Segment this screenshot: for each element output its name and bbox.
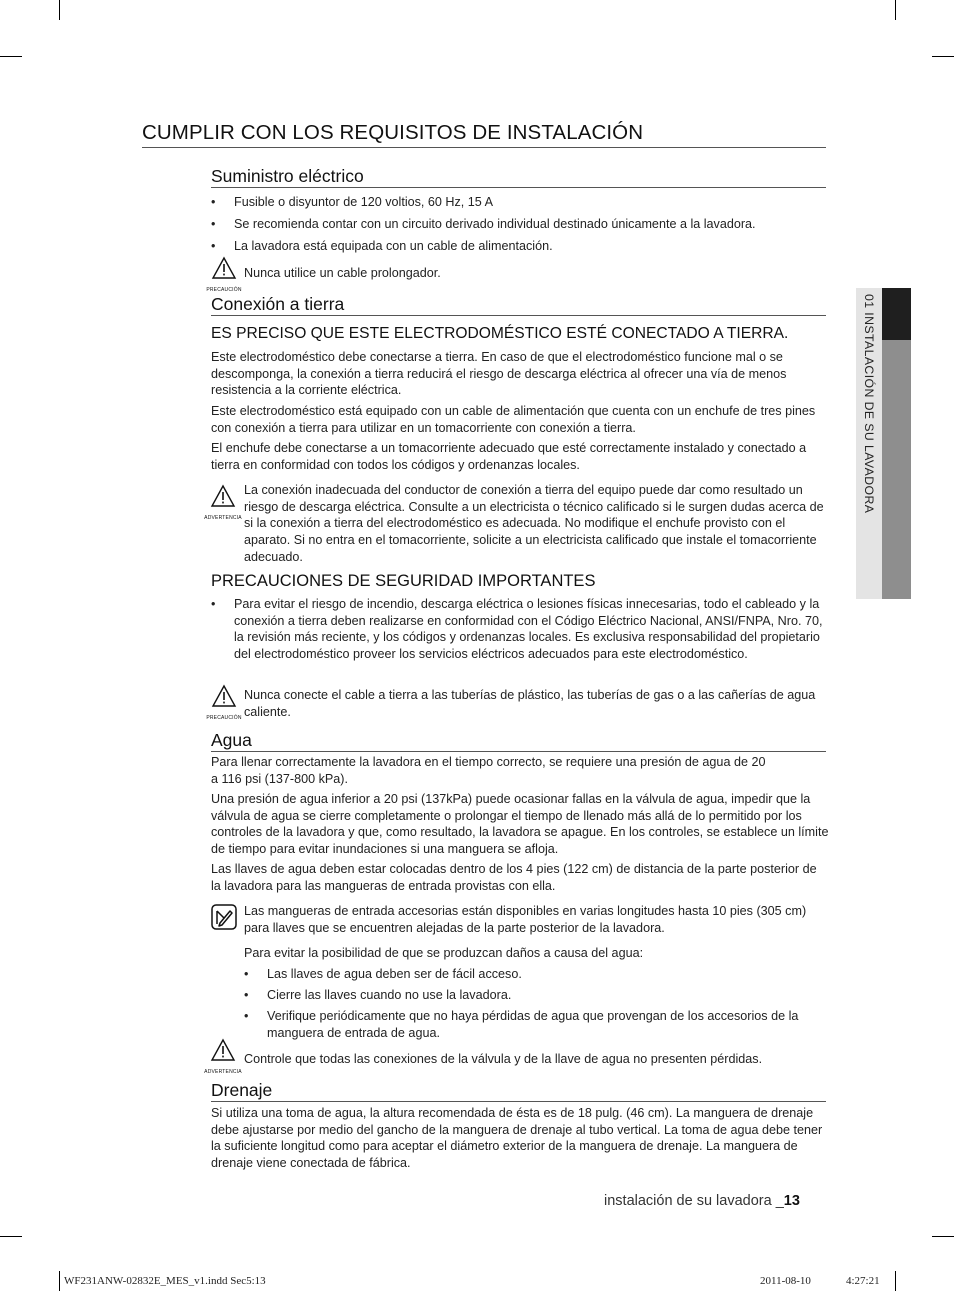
paragraph: Este electrodoméstico está equipado con un cable de alimentación que cuenta con un enchufe de tres pines con conexión a tierra para utilizar en un tomacorriente con conexión a tierra. (211, 404, 816, 435)
bullet-glyph: • (244, 988, 249, 1002)
subheading-tierra: ES PRECISO QUE ESTE ELECTRODOMÉSTICO ESTÉ CONECTADO A TIERRA. (211, 325, 789, 342)
bullet-glyph: • (244, 1009, 249, 1023)
bullet-glyph: • (211, 217, 216, 231)
list-item (211, 238, 834, 255)
bullet-glyph: • (211, 597, 216, 611)
section-heading-suministro: Suministro eléctrico (211, 165, 826, 188)
crop-mark (895, 0, 896, 20)
caution-icon (205, 684, 243, 721)
warning-triangle-icon (204, 1038, 242, 1064)
list-item-text: Verifique periódicamente que no haya pérdidas de agua que provengan de los accesorios de la manguera de entrada de agua. (267, 1009, 799, 1040)
page-footer (604, 1193, 800, 1209)
list-item (211, 596, 824, 663)
warning-label: ADVERTENCIA (204, 1069, 242, 1075)
caution-icon (205, 256, 243, 293)
list-item (244, 987, 827, 1004)
side-tab-label: 01 INSTALACIÓN DE SU LAVADORA (862, 294, 876, 514)
warning-label: ADVERTENCIA (204, 515, 242, 521)
paragraph: Si utiliza una toma de agua, la altura recomendada de ésta es de 18 pulg. (46 cm). La manguera de drenaje debe ajustarse por medio del gancho de la manguera de drenaje al tubo vertical. La toma de agua debe tener la suficiente longitud como para aceptar el diámetro exterior de la manguera de drenaje. La manguera de drenaje viene conectada de fábrica. (211, 1106, 823, 1171)
crop-mark (59, 1271, 60, 1291)
caution-label: PRECAUCIÓN (206, 287, 242, 293)
list-item (244, 1008, 827, 1041)
warning-text: La conexión inadecuada del conductor de conexión a tierra del equipo puede dar como resultado un riesgo de descarga eléctrica. Consulte a un electricista o técnico calificado si le surgen dudas acerca de si la conexión a tierra del electrodoméstico es adecuada. No modifique el enchufe provisto con el aparato. Si no entra en el tomacorriente, solicite a un electricista calificado que instale el tomacorriente adecuado. (244, 483, 824, 564)
warning-icon (204, 484, 242, 521)
warning-text: Controle que todas las conexiones de la válvula y de la llave de agua no presenten pérdidas. (244, 1052, 763, 1066)
list-item-text: Para evitar el riesgo de incendio, descarga eléctrica o lesiones físicas innecesarias, todo el cableado y la conexión a tierra deben realizarse en conformidad con el Código Eléctrico Nacional, ANSI/FNPA, Nro. 70, la revisión más reciente, y los códigos y ordenanzas locales. Es exclusiva responsabilidad del propietario del electrodoméstico proveer los servicios eléctricos adecuados para este electrodoméstico. (234, 597, 823, 662)
bullet-glyph: • (244, 967, 249, 981)
list-item (211, 194, 834, 211)
caution-text: Nunca utilice un cable prolongador. (244, 266, 441, 280)
note-text: Para evitar la posibilidad de que se produzcan daños a causa del agua: (244, 946, 644, 960)
crop-mark (932, 56, 954, 57)
page-title: CUMPLIR CON LOS REQUISITOS DE INSTALACIÓN (142, 120, 826, 148)
list-item-text: Cierre las llaves cuando no use la lavadora. (267, 988, 512, 1002)
paragraph: El enchufe debe conectarse a un tomacorriente adecuado que esté correctamente instalado y conectado a tierra en conformidad con todos los códigos y ordenanzas locales. (211, 441, 807, 472)
print-date: 2011-08-10 (760, 1275, 811, 1287)
paragraph: Para llenar correctamente la lavadora en el tiempo correcto, se requiere una presión de agua de 20 a 116 psi (137-800 kPa). (211, 755, 766, 786)
side-tab-marker (882, 288, 911, 340)
note-pencil-icon (211, 904, 237, 930)
section-heading-tierra: Conexión a tierra (211, 293, 826, 316)
list-item-text: Las llaves de agua deben ser de fácil acceso. (267, 967, 522, 981)
section-heading-agua: Agua (211, 729, 826, 752)
note-text: Las mangueras de entrada accesorias están disponibles en varias longitudes hasta 10 pies (305 cm) para llaves que se encuentren alejadas de la parte posterior de la lavadora. (244, 904, 807, 935)
list-item-text: Se recomienda contar con un circuito derivado individual destinado únicamente a la lavadora. (234, 217, 756, 231)
paragraph: Este electrodoméstico debe conectarse a tierra. En caso de que el electrodoméstico funcione mal o se descomponga, la conexión a tierra reducirá el riesgo de descarga eléctrica al ofrecer una vía de menos resistencia a la corriente eléctrica. (211, 350, 787, 398)
caution-text: Nunca conecte el cable a tierra a las tuberías de plástico, las tuberías de gas o a las cañerías de agua caliente. (244, 688, 816, 719)
caution-label: PRECAUCIÓN (206, 715, 242, 721)
crop-mark (895, 1271, 896, 1291)
warning-triangle-icon (205, 256, 243, 282)
bullet-glyph: • (211, 195, 216, 209)
crop-mark (0, 1236, 22, 1237)
warning-icon (204, 1038, 242, 1075)
crop-mark (932, 1236, 954, 1237)
list-item (244, 966, 827, 983)
print-time: 4:27:21 (846, 1275, 880, 1287)
list-item-text: La lavadora está equipada con un cable de alimentación. (234, 239, 553, 253)
page-number: 13 (783, 1193, 800, 1209)
print-file-info: WF231ANW-02832E_MES_v1.indd Sec5:13 (64, 1275, 266, 1287)
list-item (211, 216, 834, 233)
note-icon (211, 904, 237, 930)
side-tab-bar (882, 340, 911, 599)
section-heading-drenaje: Drenaje (211, 1079, 826, 1102)
paragraph: Una presión de agua inferior a 20 psi (137kPa) puede ocasionar fallas en la válvula de agua, impedir que la válvula de agua se cierre completamente o prolongar el tiempo de llenado más allá de lo permitido por los controles de la lavadora y que, como resultado, la lavadora se apague. En los controles, se establece un límite de tiempo para evitar inundaciones si una manguera se afloja. (211, 792, 829, 857)
bullet-glyph: • (211, 239, 216, 253)
paragraph: Las llaves de agua deben estar colocadas dentro de los 4 pies (122 cm) de distancia de la parte posterior de la lavadora para las mangueras de entrada provistas con ella. (211, 862, 817, 893)
subheading-precauciones: PRECAUCIONES DE SEGURIDAD IMPORTANTES (211, 572, 596, 590)
warning-triangle-icon (205, 684, 243, 710)
list-item-text: Fusible o disyuntor de 120 voltios, 60 Hz, 15 A (234, 195, 494, 209)
crop-mark (59, 0, 60, 20)
crop-mark (0, 56, 22, 57)
footer-text: instalación de su lavadora _ (604, 1193, 784, 1209)
warning-triangle-icon (204, 484, 242, 510)
